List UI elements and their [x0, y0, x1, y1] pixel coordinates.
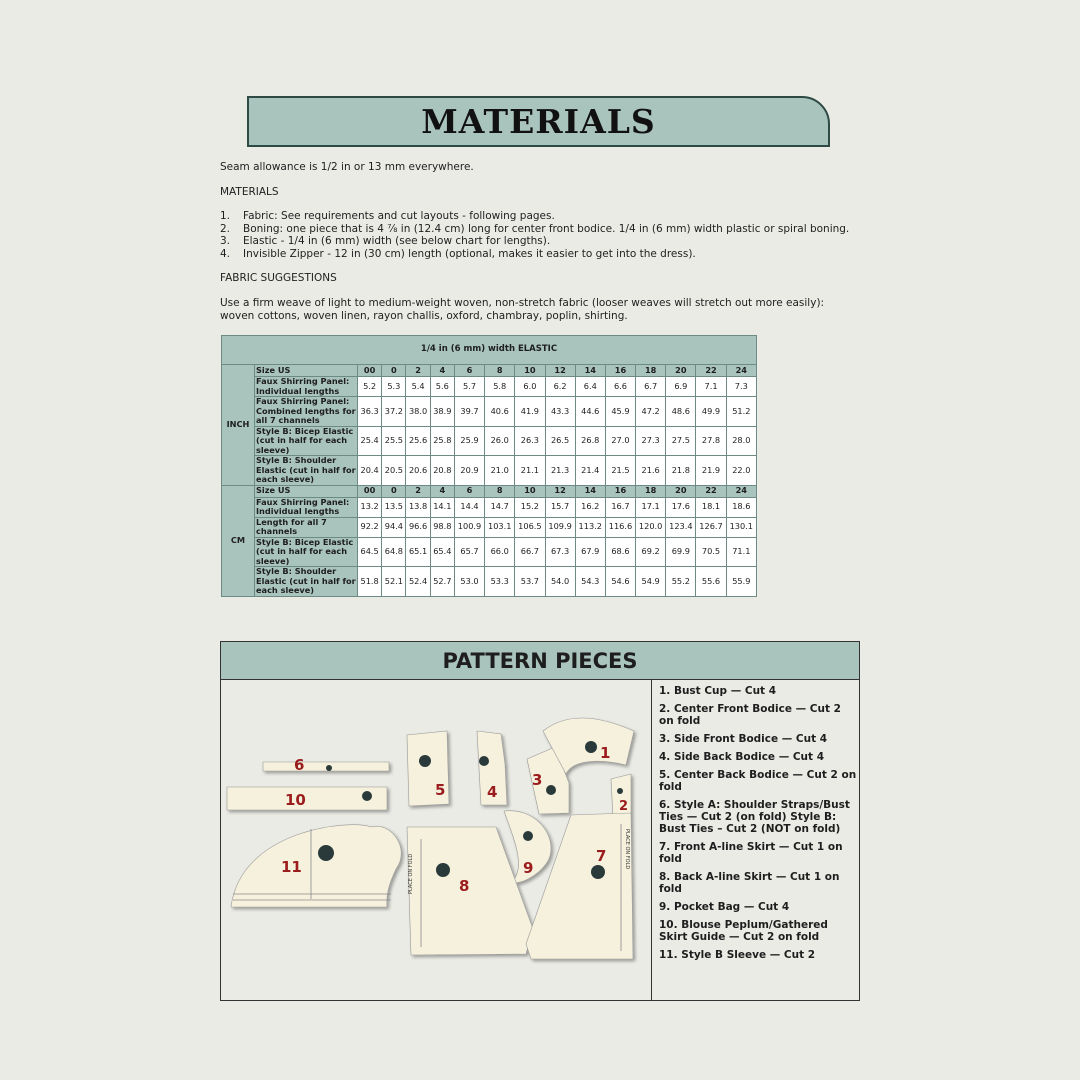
table-cell: 20.4	[358, 456, 382, 486]
row-label: Style B: Bicep Elastic (cut in half for each sleeve)	[255, 537, 358, 567]
table-cell: 120.0	[636, 517, 666, 537]
table-cell: 15.7	[545, 497, 575, 517]
table-cell: 66.7	[515, 537, 545, 567]
table-cell: 21.1	[515, 456, 545, 486]
list-item: 1. Bust Cup — Cut 4	[659, 685, 777, 697]
table-cell: 52.1	[382, 567, 406, 597]
elastic-table-title: 1/4 in (6 mm) width ELASTIC	[222, 336, 757, 365]
row-label: Faux Shirring Panel: Individual lengths	[255, 497, 358, 517]
table-cell: 49.9	[696, 397, 726, 427]
size-cell: 00	[358, 485, 382, 497]
table-cell: 13.5	[382, 497, 406, 517]
pattern-pieces-header	[221, 642, 859, 680]
pattern-layout-diagram	[221, 679, 651, 1000]
table-cell: 18.6	[726, 497, 756, 517]
table-cell: 92.2	[358, 517, 382, 537]
table-row	[222, 517, 757, 537]
table-row	[222, 397, 757, 427]
table-cell: 66.0	[485, 537, 515, 567]
row-label: Size US	[255, 365, 358, 377]
table-cell: 6.2	[545, 377, 575, 397]
size-cell: 12	[545, 485, 575, 497]
table-cell: 25.9	[454, 426, 484, 456]
list-item: 9. Pocket Bag — Cut 4	[659, 901, 790, 913]
piece-number: 3	[532, 771, 543, 789]
table-cell: 13.2	[358, 497, 382, 517]
table-cell: 7.3	[726, 377, 756, 397]
materials-list	[220, 210, 849, 260]
table-cell: 6.0	[515, 377, 545, 397]
piece-number: 4	[487, 783, 498, 801]
table-row	[222, 567, 757, 597]
table-cell: 5.8	[485, 377, 515, 397]
piece-8	[407, 827, 533, 955]
title-banner	[247, 96, 830, 147]
fold-label: PLACE ON FOLD	[408, 853, 414, 894]
list-item: 4. Side Back Bodice — Cut 4	[659, 751, 825, 763]
table-cell: 44.6	[575, 397, 605, 427]
table-cell: 65.7	[454, 537, 484, 567]
piece-number: 5	[435, 781, 446, 799]
list-item: 2. Boning: one piece that is 4 ⅞ in (12.4 cm) long for center front bodice. 1/4 in (6 mm) width plastic or spiral boning.	[220, 222, 850, 235]
table-cell: 52.7	[430, 567, 454, 597]
piece-11	[231, 825, 401, 907]
row-label: Style B: Bicep Elastic (cut in half for each sleeve)	[255, 426, 358, 456]
row-label: Style B: Shoulder Elastic (cut in half for each sleeve)	[256, 455, 356, 484]
table-cell: 65.1	[406, 537, 430, 567]
table-cell: 71.1	[726, 537, 756, 567]
piece-6	[263, 762, 389, 771]
table-cell: 126.7	[696, 517, 726, 537]
table-cell: 20.5	[382, 456, 406, 486]
table-cell: 26.0	[485, 426, 515, 456]
size-cell: 22	[696, 485, 726, 497]
fabric-heading: FABRIC SUGGESTIONS	[220, 272, 337, 284]
table-cell: 67.9	[575, 537, 605, 567]
table-cell: 41.9	[515, 397, 545, 427]
size-cell: 2	[406, 365, 430, 377]
table-cell: 27.3	[636, 426, 666, 456]
table-cell: 39.7	[454, 397, 484, 427]
table-cell: 26.3	[515, 426, 545, 456]
table-cell: 21.5	[605, 456, 635, 486]
table-cell: 65.4	[430, 537, 454, 567]
table-cell: 55.6	[696, 567, 726, 597]
size-cell: 00	[358, 365, 382, 377]
size-cell: 16	[605, 365, 635, 377]
table-cell: 22.0	[726, 456, 756, 486]
pattern-pieces-panel	[220, 641, 860, 1001]
size-cell: 4	[430, 485, 454, 497]
table-cell: 103.1	[485, 517, 515, 537]
piece-number: 11	[281, 858, 302, 876]
list-item: 7. Front A-line Skirt — Cut 1 on fold	[659, 841, 843, 865]
table-cell: 68.6	[605, 537, 635, 567]
size-cell: 6	[454, 365, 484, 377]
table-cell: 17.1	[636, 497, 666, 517]
unit-label: INCH	[222, 365, 255, 486]
table-cell: 98.8	[430, 517, 454, 537]
table-cell: 100.9	[454, 517, 484, 537]
table-cell: 21.9	[696, 456, 726, 486]
table-cell: 6.4	[575, 377, 605, 397]
table-cell: 70.5	[696, 537, 726, 567]
table-cell: 28.0	[726, 426, 756, 456]
table-cell: 113.2	[575, 517, 605, 537]
table-cell: 47.2	[636, 397, 666, 427]
size-cell: 24	[726, 485, 756, 497]
table-cell: 69.2	[636, 537, 666, 567]
table-cell: 21.6	[636, 456, 666, 486]
table-cell: 53.7	[515, 567, 545, 597]
list-item: 1. Fabric: See requirements and cut layouts - following pages.	[220, 210, 555, 222]
table-cell: 27.5	[666, 426, 696, 456]
table-cell: 51.2	[726, 397, 756, 427]
piece-number: 2	[619, 799, 629, 814]
table-cell: 25.4	[358, 426, 382, 456]
table-cell: 5.6	[430, 377, 454, 397]
size-cell: 16	[605, 485, 635, 497]
unit-label: CM	[222, 485, 255, 596]
table-cell: 16.7	[605, 497, 635, 517]
size-cell: 2	[406, 485, 430, 497]
row-label: Size US	[255, 485, 358, 497]
table-cell: 53.0	[454, 567, 484, 597]
size-cell: 18	[636, 485, 666, 497]
table-row	[222, 377, 757, 397]
size-cell: 4	[430, 365, 454, 377]
table-cell: 14.4	[454, 497, 484, 517]
table-cell: 17.6	[666, 497, 696, 517]
list-item: 8. Back A-line Skirt — Cut 1 on fold	[659, 871, 840, 895]
size-cell: 20	[666, 365, 696, 377]
table-cell: 54.9	[636, 567, 666, 597]
table-cell: 53.3	[485, 567, 515, 597]
table-cell: 40.6	[485, 397, 515, 427]
table-cell: 25.8	[430, 426, 454, 456]
table-cell: 25.5	[382, 426, 406, 456]
size-cell: 20	[666, 485, 696, 497]
row-label: Style B: Shoulder Elastic (cut in half for each sleeve)	[256, 566, 356, 595]
table-cell: 94.4	[382, 517, 406, 537]
table-row	[222, 365, 757, 377]
divider	[651, 679, 652, 1000]
table-cell: 21.0	[485, 456, 515, 486]
table-cell: 106.5	[515, 517, 545, 537]
size-cell: 10	[515, 485, 545, 497]
table-cell: 54.3	[575, 567, 605, 597]
table-cell: 27.8	[696, 426, 726, 456]
list-item: 11. Style B Sleeve — Cut 2	[659, 949, 816, 961]
table-cell: 26.8	[575, 426, 605, 456]
size-cell: 22	[696, 365, 726, 377]
table-cell: 64.8	[382, 537, 406, 567]
table-cell: 48.6	[666, 397, 696, 427]
table-cell: 5.3	[382, 377, 406, 397]
table-cell: 21.8	[666, 456, 696, 486]
table-cell: 18.1	[696, 497, 726, 517]
row-label: Faux Shirring Panel: Combined lengths for all 7 channels	[256, 396, 356, 425]
row-label: Length for all 7 channels	[255, 517, 358, 537]
fabric-suggestions: Use a firm weave of light to medium-weight woven, non-stretch fabric (looser weaves will stretch out more easily): woven cottons, woven linen, rayon challis, oxford, chambray, poplin, shirting.	[220, 297, 825, 322]
size-cell: 6	[454, 485, 484, 497]
list-item: 5. Center Back Bodice — Cut 2 on fold	[659, 769, 857, 793]
table-cell: 67.3	[545, 537, 575, 567]
table-cell: 6.9	[666, 377, 696, 397]
piece-number: 9	[523, 859, 534, 877]
seam-allowance-note: Seam allowance is 1/2 in or 13 mm everywhere.	[220, 161, 474, 173]
table-cell: 15.2	[515, 497, 545, 517]
size-cell: 0	[382, 365, 406, 377]
row-label: Faux Shirring Panel: Individual lengths	[255, 377, 358, 397]
table-row	[222, 497, 757, 517]
pattern-pieces-list	[659, 685, 859, 967]
table-cell: 130.1	[726, 517, 756, 537]
table-cell: 7.1	[696, 377, 726, 397]
table-cell: 51.8	[358, 567, 382, 597]
table-cell: 26.5	[545, 426, 575, 456]
table-cell: 13.8	[406, 497, 430, 517]
table-cell: 38.0	[406, 397, 430, 427]
table-cell: 16.2	[575, 497, 605, 517]
piece-number: 7	[596, 847, 607, 865]
table-cell: 45.9	[605, 397, 635, 427]
size-cell: 18	[636, 365, 666, 377]
size-cell: 12	[545, 365, 575, 377]
table-cell: 21.3	[545, 456, 575, 486]
table-cell: 109.9	[545, 517, 575, 537]
piece-number: 8	[459, 877, 470, 895]
table-cell: 14.1	[430, 497, 454, 517]
table-cell: 38.9	[430, 397, 454, 427]
page-title: MATERIALS	[421, 102, 656, 141]
fold-label: PLACE ON FOLD	[624, 829, 630, 870]
size-cell: 10	[515, 365, 545, 377]
table-cell: 116.6	[605, 517, 635, 537]
size-cell: 8	[485, 365, 515, 377]
table-cell: 69.9	[666, 537, 696, 567]
size-cell: 8	[485, 485, 515, 497]
materials-heading: MATERIALS	[220, 186, 279, 198]
size-cell: 0	[382, 485, 406, 497]
table-cell: 64.5	[358, 537, 382, 567]
table-cell: 27.0	[605, 426, 635, 456]
size-cell: 14	[575, 365, 605, 377]
table-cell: 5.7	[454, 377, 484, 397]
table-cell: 5.2	[358, 377, 382, 397]
table-cell: 5.4	[406, 377, 430, 397]
elastic-table	[221, 335, 757, 597]
table-cell: 96.6	[406, 517, 430, 537]
table-row	[222, 456, 757, 486]
table-row	[222, 537, 757, 567]
table-cell: 54.0	[545, 567, 575, 597]
size-cell: 14	[575, 485, 605, 497]
table-cell: 21.4	[575, 456, 605, 486]
table-cell: 54.6	[605, 567, 635, 597]
table-cell: 6.6	[605, 377, 635, 397]
table-cell: 20.9	[454, 456, 484, 486]
table-cell: 25.6	[406, 426, 430, 456]
piece-number: 10	[285, 791, 306, 809]
table-cell: 55.9	[726, 567, 756, 597]
list-item: 10. Blouse Peplum/Gathered Skirt Guide — Cut 2 on fold	[659, 919, 828, 943]
table-row	[222, 485, 757, 497]
piece-number: 1	[600, 744, 611, 762]
list-item: 3. Elastic - 1/4 in (6 mm) width (see below chart for lengths).	[220, 235, 551, 247]
table-cell: 43.3	[545, 397, 575, 427]
table-cell: 52.4	[406, 567, 430, 597]
pattern-pieces-title: PATTERN PIECES	[442, 649, 638, 673]
table-cell: 20.8	[430, 456, 454, 486]
table-row	[222, 426, 757, 456]
table-cell: 36.3	[358, 397, 382, 427]
table-cell: 20.6	[406, 456, 430, 486]
list-item: 6. Style A: Shoulder Straps/Bust Ties — Cut 2 (on fold) Style B: Bust Ties – Cut 2 (NOT on fold)	[659, 799, 850, 835]
table-cell: 55.2	[666, 567, 696, 597]
list-item: 4. Invisible Zipper - 12 in (30 cm) length (optional, makes it easier to get into the dress).	[220, 247, 696, 260]
list-item: 2. Center Front Bodice — Cut 2 on fold	[659, 703, 841, 727]
table-cell: 6.7	[636, 377, 666, 397]
size-cell: 24	[726, 365, 756, 377]
list-item: 3. Side Front Bodice — Cut 4	[659, 733, 828, 745]
table-cell: 14.7	[485, 497, 515, 517]
table-cell: 123.4	[666, 517, 696, 537]
table-cell: 37.2	[382, 397, 406, 427]
piece-number: 6	[294, 756, 305, 774]
